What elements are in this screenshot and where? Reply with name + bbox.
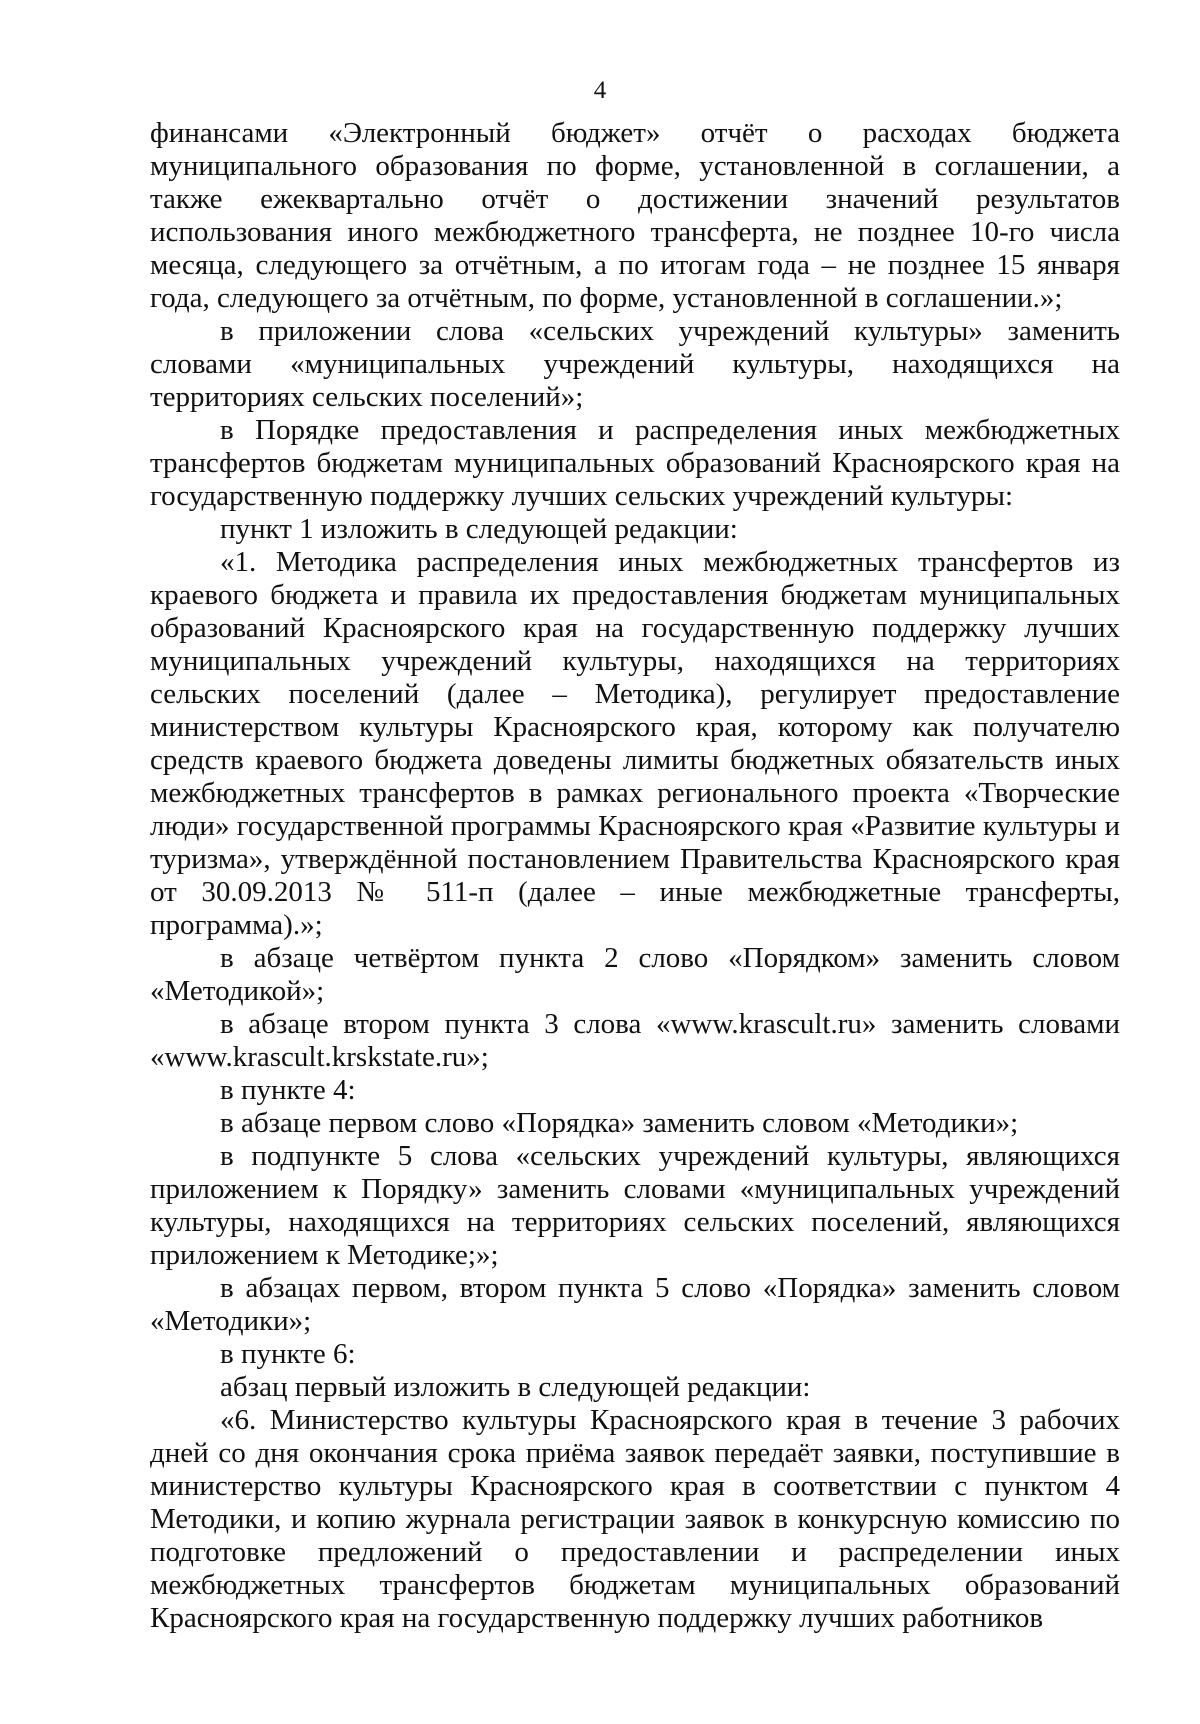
paragraph: в абзаце первом слово «Порядка» заменить словом «Методики»;	[220, 1107, 1019, 1139]
paragraph: в пункте 6:	[220, 1338, 356, 1370]
paragraph: пункт 1 изложить в следующей редакции:	[220, 513, 738, 545]
paragraph-continuation: финансами «Электронный бюджет» отчёт о расходах бюджета муниципального образования по форме, установленной в соглашении, а также ежеквартально отчёт о достижении значений результатов использования иного межбюджетного трансферта, не позднее 10-го числа месяца, следующего за отчётным, а по итогам года – не позднее 15 января года, следующего за отчётным, по форме, установленной в соглашении.»;	[150, 117, 1120, 314]
paragraph: абзац первый изложить в следующей редакции:	[220, 1371, 811, 1403]
paragraph: в абзаце четвёртом пункта 2 слово «Порядком» заменить словом «Методикой»;	[150, 942, 1120, 1007]
paragraph: в абзацах первом, втором пункта 5 слово «Порядка» заменить словом «Методики»;	[150, 1272, 1120, 1337]
paragraph: в приложении слова «сельских учреждений культуры» заменить словами «муниципальных учреждений культуры, находящихся на территориях сельских поселений»;	[150, 315, 1120, 413]
paragraph: «1. Методика распределения иных межбюджетных трансфертов из краевого бюджета и правила их предоставления бюджетам муниципальных образований Красноярского края на государственную поддержку лучших муниципальных учреждений культуры, находящихся на территориях сельских поселений (далее – Методика), регулирует предоставление министерством культуры Красноярского края, которому как получателю средств краевого бюджета доведены лимиты бюджетных обязательств иных межбюджетных трансфертов в рамках регионального проекта «Творческие люди» государственной программы Красноярского края «Развитие культуры и туризма», утверждённой постановлением Правительства Красноярского края от 30.09.2013 № 511-п (далее – иные межбюджетные трансферты, программа).»;	[150, 546, 1120, 941]
paragraph: в пункте 4:	[220, 1074, 356, 1106]
paragraph: «6. Министерство культуры Красноярского края в течение 3 рабочих дней со дня окончания срока приёма заявок передаёт заявки, поступившие в министерство культуры Красноярского края в соответствии с пунктом 4 Методики, и копию журнала регистрации заявок в конкурсную комиссию по подготовке предложений о предоставлении и распределении иных межбюджетных трансфертов бюджетам муниципальных образований Красноярского края на государственную поддержку лучших работников	[150, 1404, 1120, 1634]
document-body	[150, 117, 1120, 1635]
paragraph: в Порядке предоставления и распределения иных межбюджетных трансфертов бюджетам муниципальных образований Красноярского края на государственную поддержку лучших сельских учреждений культуры:	[150, 414, 1120, 512]
paragraph: в абзаце втором пункта 3 слова «www.krascult.ru» заменить словами «www.krascult.krskstate.ru»;	[150, 1008, 1120, 1073]
page-number: 4	[593, 77, 607, 104]
paragraph: в подпункте 5 слова «сельских учреждений культуры, являющихся приложением к Порядку» заменить словами «муниципальных учреждений культуры, находящихся на территориях сельских поселений, являющихся приложением к Методике;»;	[150, 1140, 1120, 1271]
